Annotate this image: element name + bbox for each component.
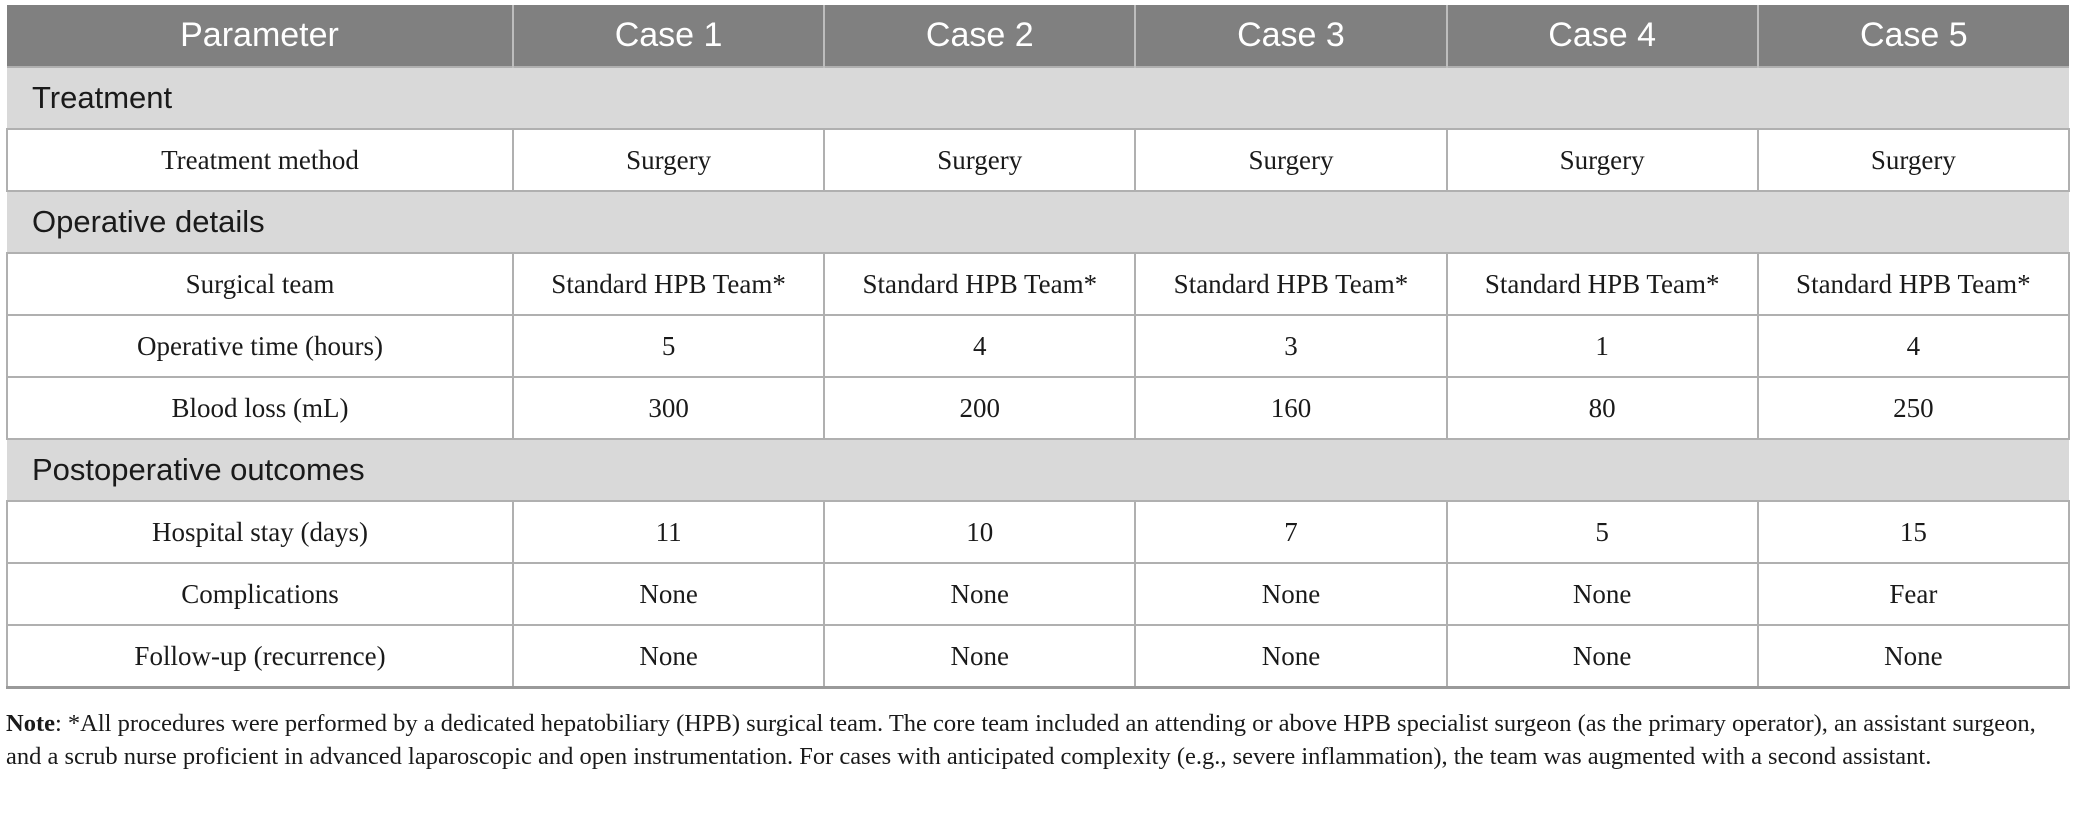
case-results-table: [6, 5, 2070, 689]
table-footnote: [6, 707, 2068, 773]
section-postoperative-outcomes: [7, 439, 2069, 501]
table-cell: 4: [1758, 315, 2069, 377]
table-cell: 10: [824, 501, 1135, 563]
footnote-label: Note: [6, 710, 55, 737]
row-label: Complications: [7, 563, 513, 625]
header-case-2: Case 2: [824, 5, 1135, 67]
table-cell: 200: [824, 377, 1135, 439]
table-header-row: [7, 5, 2069, 67]
row-label: Operative time (hours): [7, 315, 513, 377]
table-cell: None: [1447, 563, 1758, 625]
section-title: Operative details: [7, 191, 2069, 253]
table-cell: 300: [513, 377, 824, 439]
table-cell: None: [1758, 625, 2069, 688]
table-cell: 15: [1758, 501, 2069, 563]
table-cell: 3: [1135, 315, 1446, 377]
table-cell: None: [513, 625, 824, 688]
table-cell: Surgery: [1135, 129, 1446, 191]
table-cell: None: [1135, 625, 1446, 688]
section-title: Postoperative outcomes: [7, 439, 2069, 501]
table-cell: Surgery: [1447, 129, 1758, 191]
table-row: [7, 563, 2069, 625]
table-row: [7, 501, 2069, 563]
section-operative-details: [7, 191, 2069, 253]
table-cell: None: [1447, 625, 1758, 688]
header-case-4: Case 4: [1447, 5, 1758, 67]
table-cell: Standard HPB Team*: [824, 253, 1135, 315]
table-row: [7, 625, 2069, 688]
table-cell: 160: [1135, 377, 1446, 439]
table-cell: 250: [1758, 377, 2069, 439]
footnote-text: : *All procedures were performed by a dedicated hepatobiliary (HPB) surgical team. The core team included an attending or above HPB specialist surgeon (as the primary operator), an assistant surgeon, and a scrub nurse proficient in advanced laparoscopic and open instrumentation. For cases with anticipated complexity (e.g., severe inflammation), the team was augmented with a second assistant.: [6, 710, 2036, 770]
table-row: [7, 315, 2069, 377]
table-cell: Standard HPB Team*: [1758, 253, 2069, 315]
table-cell: 4: [824, 315, 1135, 377]
table-cell: 5: [1447, 501, 1758, 563]
header-case-1: Case 1: [513, 5, 824, 67]
table-row: [7, 253, 2069, 315]
row-label: Treatment method: [7, 129, 513, 191]
table-cell: 80: [1447, 377, 1758, 439]
table-cell: None: [824, 563, 1135, 625]
header-case-3: Case 3: [1135, 5, 1446, 67]
table-cell: 7: [1135, 501, 1446, 563]
table-cell: 11: [513, 501, 824, 563]
header-parameter: Parameter: [7, 5, 513, 67]
table-cell: Standard HPB Team*: [1447, 253, 1758, 315]
table-cell: None: [824, 625, 1135, 688]
row-label: Hospital stay (days): [7, 501, 513, 563]
table-cell: 5: [513, 315, 824, 377]
table-cell: Surgery: [513, 129, 824, 191]
table-cell: Standard HPB Team*: [513, 253, 824, 315]
row-label: Follow-up (recurrence): [7, 625, 513, 688]
table-cell: Surgery: [1758, 129, 2069, 191]
table-cell: Standard HPB Team*: [1135, 253, 1446, 315]
header-case-5: Case 5: [1758, 5, 2069, 67]
table-cell: Fear: [1758, 563, 2069, 625]
section-treatment: [7, 67, 2069, 129]
table-cell: None: [1135, 563, 1446, 625]
table-row: [7, 377, 2069, 439]
row-label: Surgical team: [7, 253, 513, 315]
table-row: [7, 129, 2069, 191]
table-cell: 1: [1447, 315, 1758, 377]
row-label: Blood loss (mL): [7, 377, 513, 439]
table-cell: None: [513, 563, 824, 625]
section-title: Treatment: [7, 67, 2069, 129]
results-table-container: [6, 5, 2068, 689]
table-cell: Surgery: [824, 129, 1135, 191]
